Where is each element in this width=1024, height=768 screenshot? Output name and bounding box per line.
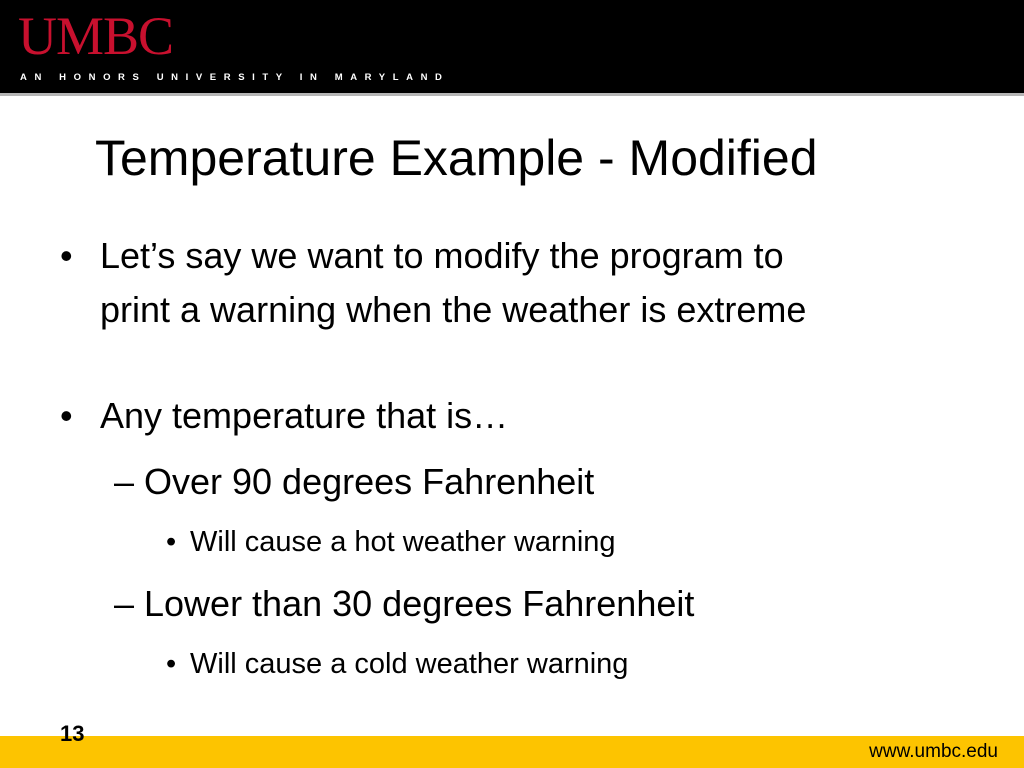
dash-marker: – (114, 461, 135, 502)
website-url: www.umbc.edu (869, 741, 998, 762)
umbc-logo: UMBC (18, 6, 174, 66)
bullet-text-line: Any temperature that is… (100, 395, 509, 436)
sub-sub-bullet-text: Will cause a cold weather warning (190, 648, 629, 680)
bullet-text-line: Let’s say we want to modify the program to (100, 235, 784, 276)
tagline: AN HONORS UNIVERSITY IN MARYLAND (20, 72, 450, 83)
slide-number: 13 (60, 721, 85, 746)
slide-title: Temperature Example - Modified (95, 130, 818, 186)
bullet-marker: • (166, 526, 177, 558)
bullet-marker: • (166, 648, 177, 680)
bullet-text-line: print a warning when the weather is extreme (100, 289, 807, 330)
sub-bullet-text: Lower than 30 degrees Fahrenheit (144, 583, 695, 624)
bullet-marker: • (60, 235, 73, 276)
sub-bullet-text: Over 90 degrees Fahrenheit (144, 461, 595, 502)
dash-marker: – (114, 583, 135, 624)
sub-sub-bullet-text: Will cause a hot weather warning (190, 526, 616, 558)
bullet-marker: • (60, 395, 73, 436)
